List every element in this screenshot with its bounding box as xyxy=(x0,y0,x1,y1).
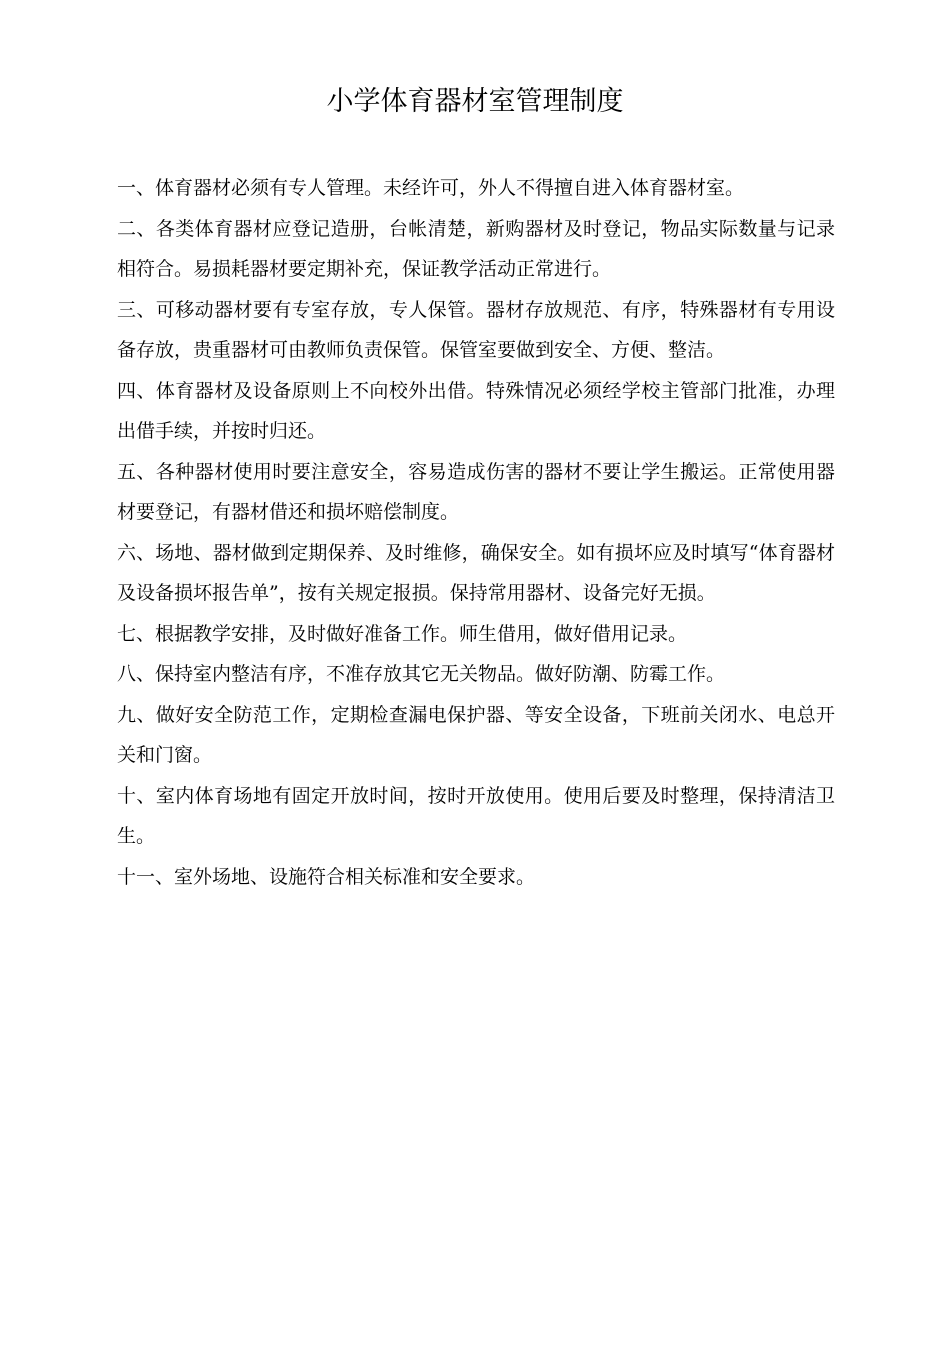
clause-5: 五、各种器材使用时要注意安全，容易造成伤害的器材不要让学生搬运。正常使用器材要登记，有器材借还和损坏赔偿制度。 xyxy=(117,460,835,523)
clause-2: 二、各类体育器材应登记造册，台帐清楚，新购器材及时登记，物品实际数量与记录相符合。易损耗器材要定期补充，保证教学活动正常进行。 xyxy=(117,217,835,280)
clause-4: 四、体育器材及设备原则上不向校外出借。特殊情况必须经学校主管部门批准，办理出借手续，并按时归还。 xyxy=(117,379,835,442)
document-body xyxy=(117,168,835,897)
clause-3: 三、可移动器材要有专室存放，专人保管。器材存放规范、有序，特殊器材有专用设备存放，贵重器材可由教师负责保管。保管室要做到安全、方便、整洁。 xyxy=(117,298,835,361)
clause-8: 八、保持室内整洁有序，不准存放其它无关物品。做好防潮、防霉工作。 xyxy=(117,663,726,685)
document-title: 小学体育器材室管理制度 xyxy=(326,86,624,117)
clause-1: 一、体育器材必须有专人管理。未经许可，外人不得擅自进入体育器材室。 xyxy=(117,177,745,199)
clause-6: 六、场地、器材做到定期保养、及时维修，确保安全。如有损坏应及时填写“体育器材及设备损坏报告单”，按有关规定报损。保持常用器材、设备完好无损。 xyxy=(117,541,835,604)
clause-7: 七、根据教学安排，及时做好准备工作。师生借用，做好借用记录。 xyxy=(117,622,688,645)
clause-9: 九、做好安全防范工作，定期检查漏电保护器、等安全设备，下班前关闭水、电总开关和门窗。 xyxy=(117,703,835,766)
clause-11: 十一、室外场地、设施符合相关标准和安全要求。 xyxy=(117,865,536,888)
clause-10: 十、室内体育场地有固定开放时间，按时开放使用。使用后要及时整理，保持清洁卫生。 xyxy=(117,784,835,847)
